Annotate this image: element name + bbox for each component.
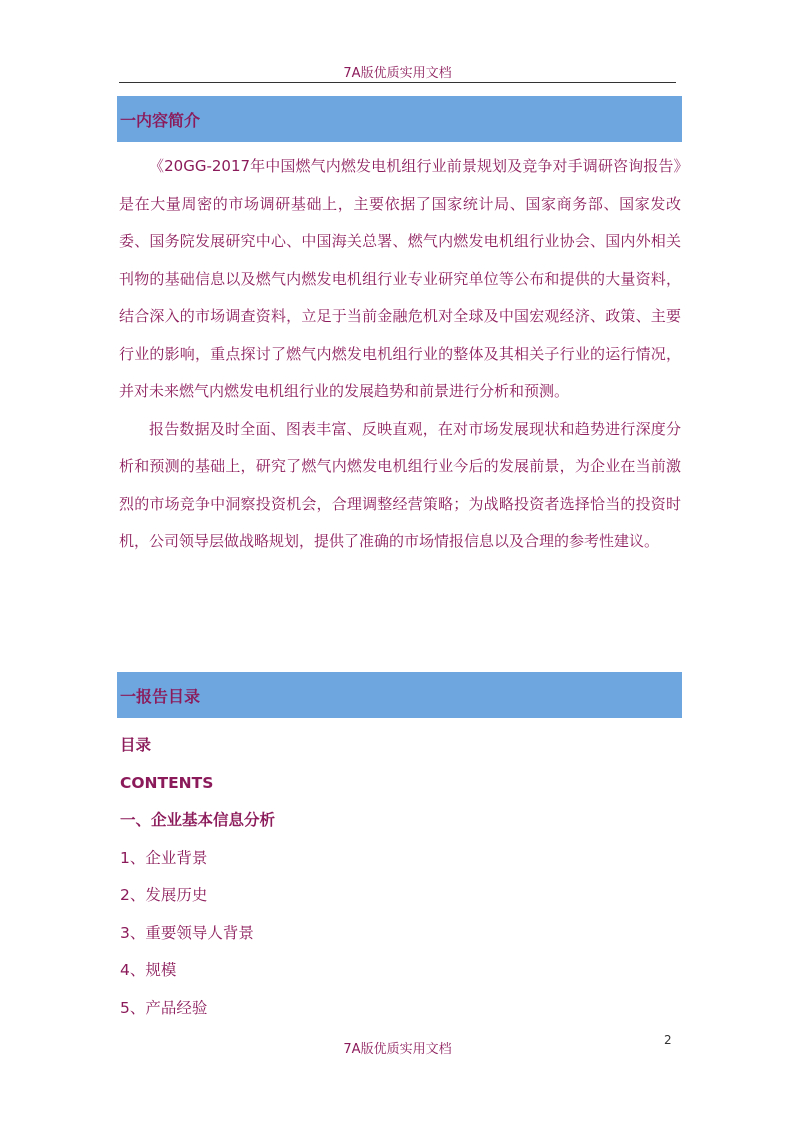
page-footer: 7A版优质实用文档 <box>343 1042 452 1057</box>
toc-item: CONTENTS <box>120 773 214 792</box>
toc-item: 3、重要领导人背景 <box>120 923 254 942</box>
toc-item: 4、规模 <box>120 961 177 979</box>
intro-body <box>119 148 681 561</box>
intro-paragraph: 《20GG-2017年中国燃气内燃发电机组行业前景规划及竞争对手调研咨询报告》是在大量周密的市场调研基础上，主要依据了国家统计局、国家商务部、国家发改委、国务院发展研究中心、中国海关总署、燃气内燃发电机组行业协会、国内外相关刊物的基础信息以及燃气内燃发电机组行业专业研究单位等公布和提供的大量资料，结合深入的市场调查资料，立足于当前金融危机对全球及中国宏观经济、政策、主要行业的影响，重点探讨了燃气内燃发电机组行业的整体及其相关子行业的运行情况，并对未来燃气内燃发电机组行业的发展趋势和前景进行分析和预测。 <box>119 157 681 400</box>
toc-list <box>120 727 680 1027</box>
toc-item: 5、产品经验 <box>120 998 208 1017</box>
toc-item: 一、企业基本信息分析 <box>120 811 276 829</box>
intro-paragraph: 报告数据及时全面、图表丰富、反映直观，在对市场发展现状和趋势进行深度分析和预测的基础上，研究了燃气内燃发电机组行业今后的发展前景，为企业在当前激烈的市场竞争中洞察投资机会，合理调整经营策略；为战略投资者选择恰当的投资时机，公司领导层做战略规划，提供了准确的市场情报信息以及合理的参考性建议。 <box>119 419 681 550</box>
toc-item: 1、企业背景 <box>120 848 208 867</box>
page-number: 2 <box>664 1033 672 1047</box>
section-toc-heading: 一报告目录 <box>117 672 682 718</box>
toc-item: 2、发展历史 <box>120 886 208 904</box>
section-intro-heading: 一内容简介 <box>117 96 682 142</box>
page-header: 7A版优质实用文档 <box>343 66 452 81</box>
header-divider <box>119 82 676 83</box>
toc-item: 目录 <box>120 736 152 754</box>
